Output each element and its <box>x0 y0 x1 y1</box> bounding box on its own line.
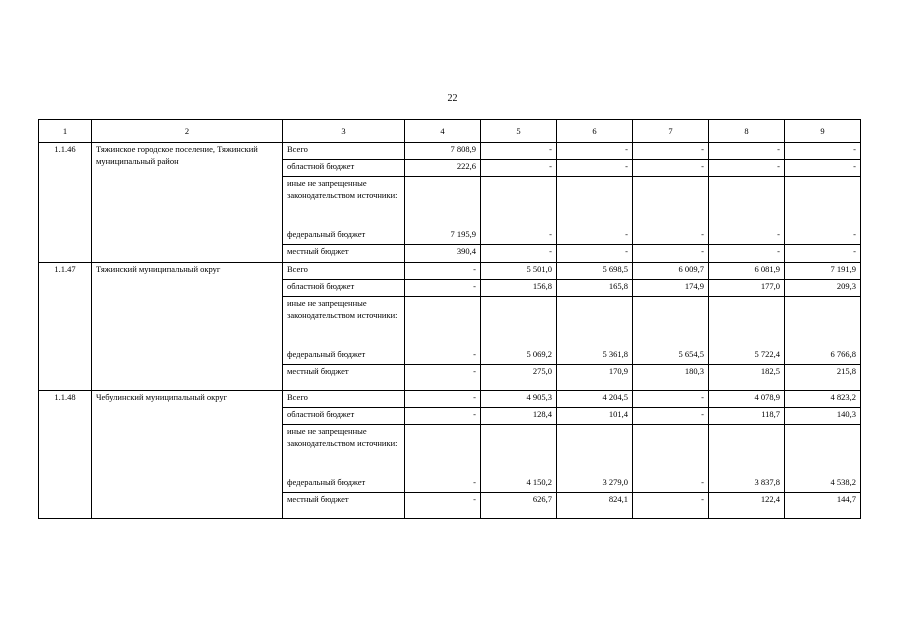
amount-cell: 209,3 <box>785 280 861 297</box>
funding-source: Всего <box>283 391 405 408</box>
amount-cell: - <box>557 245 633 263</box>
funding-source: Всего <box>283 143 405 160</box>
amount-cell <box>709 177 785 228</box>
amount-cell: - <box>785 228 861 245</box>
amount-cell <box>405 297 481 348</box>
recipient-name: Тяжинский муниципальный округ <box>92 263 283 391</box>
amount-cell: 182,5 <box>709 365 785 391</box>
amount-cell: - <box>481 228 557 245</box>
column-header: 2 <box>92 120 283 143</box>
amount-cell: 165,8 <box>557 280 633 297</box>
amount-cell: - <box>709 143 785 160</box>
amount-cell: - <box>633 228 709 245</box>
amount-cell: - <box>405 493 481 519</box>
column-header: 4 <box>405 120 481 143</box>
amount-cell: 222,6 <box>405 160 481 177</box>
recipient-name: Тяжинское городское поселение, Тяжинский муниципальный район <box>92 143 283 263</box>
row-code: 1.1.47 <box>39 263 92 391</box>
amount-cell: - <box>633 476 709 493</box>
amount-cell: 128,4 <box>481 408 557 425</box>
row-code: 1.1.46 <box>39 143 92 263</box>
amount-cell <box>785 177 861 228</box>
amount-cell: - <box>709 160 785 177</box>
amount-cell: - <box>633 493 709 519</box>
amount-cell: - <box>633 408 709 425</box>
funding-source: областной бюджет <box>283 160 405 177</box>
column-header: 1 <box>39 120 92 143</box>
funding-source: областной бюджет <box>283 280 405 297</box>
funding-source: иные не запрещенные законодательством источники: <box>283 177 405 228</box>
row-code: 1.1.48 <box>39 391 92 519</box>
amount-cell: 5 069,2 <box>481 348 557 365</box>
funding-source: иные не запрещенные законодательством источники: <box>283 425 405 476</box>
amount-cell: 174,9 <box>633 280 709 297</box>
funding-source: областной бюджет <box>283 408 405 425</box>
amount-cell: 5 501,0 <box>481 263 557 280</box>
funding-source: местный бюджет <box>283 493 405 519</box>
amount-cell: 144,7 <box>785 493 861 519</box>
amount-cell: - <box>785 160 861 177</box>
amount-cell <box>709 425 785 476</box>
table-row <box>39 263 861 280</box>
amount-cell: 7 191,9 <box>785 263 861 280</box>
amount-cell: - <box>405 391 481 408</box>
amount-cell: 5 698,5 <box>557 263 633 280</box>
amount-cell: - <box>481 245 557 263</box>
amount-cell: 5 654,5 <box>633 348 709 365</box>
amount-cell: 824,1 <box>557 493 633 519</box>
column-header: 7 <box>633 120 709 143</box>
amount-cell: - <box>481 143 557 160</box>
amount-cell: - <box>633 160 709 177</box>
amount-cell: 5 722,4 <box>709 348 785 365</box>
column-header: 6 <box>557 120 633 143</box>
amount-cell: - <box>709 228 785 245</box>
amount-cell: 177,0 <box>709 280 785 297</box>
amount-cell: - <box>785 245 861 263</box>
recipient-name: Чебулинский муниципальный округ <box>92 391 283 519</box>
amount-cell <box>481 177 557 228</box>
amount-cell: - <box>557 160 633 177</box>
amount-cell: 6 009,7 <box>633 263 709 280</box>
amount-cell: 156,8 <box>481 280 557 297</box>
funding-source: местный бюджет <box>283 245 405 263</box>
header-row <box>39 120 861 143</box>
amount-cell: 6 766,8 <box>785 348 861 365</box>
amount-cell: 180,3 <box>633 365 709 391</box>
page-number: 22 <box>447 93 458 104</box>
amount-cell: 4 150,2 <box>481 476 557 493</box>
amount-cell: 4 078,9 <box>709 391 785 408</box>
amount-cell <box>481 297 557 348</box>
amount-cell: - <box>481 160 557 177</box>
amount-cell: - <box>405 476 481 493</box>
budget-table <box>38 119 861 519</box>
amount-cell <box>405 177 481 228</box>
funding-source: федеральный бюджет <box>283 228 405 245</box>
amount-cell <box>405 425 481 476</box>
amount-cell <box>557 425 633 476</box>
amount-cell <box>785 297 861 348</box>
funding-source: Всего <box>283 263 405 280</box>
amount-cell: 101,4 <box>557 408 633 425</box>
amount-cell: 140,3 <box>785 408 861 425</box>
amount-cell: 118,7 <box>709 408 785 425</box>
amount-cell <box>633 177 709 228</box>
amount-cell: - <box>405 280 481 297</box>
amount-cell: - <box>405 348 481 365</box>
amount-cell: 3 279,0 <box>557 476 633 493</box>
amount-cell: - <box>557 228 633 245</box>
amount-cell: 5 361,8 <box>557 348 633 365</box>
amount-cell <box>785 425 861 476</box>
amount-cell: 122,4 <box>709 493 785 519</box>
amount-cell: - <box>405 263 481 280</box>
funding-source: местный бюджет <box>283 365 405 391</box>
column-header: 8 <box>709 120 785 143</box>
funding-source: иные не запрещенные законодательством источники: <box>283 297 405 348</box>
amount-cell <box>633 297 709 348</box>
amount-cell: 4 905,3 <box>481 391 557 408</box>
funding-source: федеральный бюджет <box>283 348 405 365</box>
amount-cell: 215,8 <box>785 365 861 391</box>
amount-cell <box>481 425 557 476</box>
amount-cell: 3 837,8 <box>709 476 785 493</box>
amount-cell: - <box>633 391 709 408</box>
amount-cell <box>557 297 633 348</box>
column-header: 9 <box>785 120 861 143</box>
amount-cell: 626,7 <box>481 493 557 519</box>
amount-cell: - <box>405 365 481 391</box>
amount-cell: 4 538,2 <box>785 476 861 493</box>
amount-cell: - <box>709 245 785 263</box>
column-header: 5 <box>481 120 557 143</box>
table-row <box>39 391 861 408</box>
amount-cell: - <box>633 143 709 160</box>
column-header: 3 <box>283 120 405 143</box>
amount-cell: 7 195,9 <box>405 228 481 245</box>
amount-cell: - <box>785 143 861 160</box>
table-row <box>39 143 861 160</box>
amount-cell <box>557 177 633 228</box>
amount-cell: 275,0 <box>481 365 557 391</box>
amount-cell: - <box>633 245 709 263</box>
amount-cell <box>633 425 709 476</box>
amount-cell: 7 808,9 <box>405 143 481 160</box>
funding-source: федеральный бюджет <box>283 476 405 493</box>
amount-cell <box>709 297 785 348</box>
amount-cell: 4 823,2 <box>785 391 861 408</box>
amount-cell: 390,4 <box>405 245 481 263</box>
amount-cell: - <box>405 408 481 425</box>
amount-cell: 4 204,5 <box>557 391 633 408</box>
amount-cell: - <box>557 143 633 160</box>
amount-cell: 6 081,9 <box>709 263 785 280</box>
amount-cell: 170,9 <box>557 365 633 391</box>
